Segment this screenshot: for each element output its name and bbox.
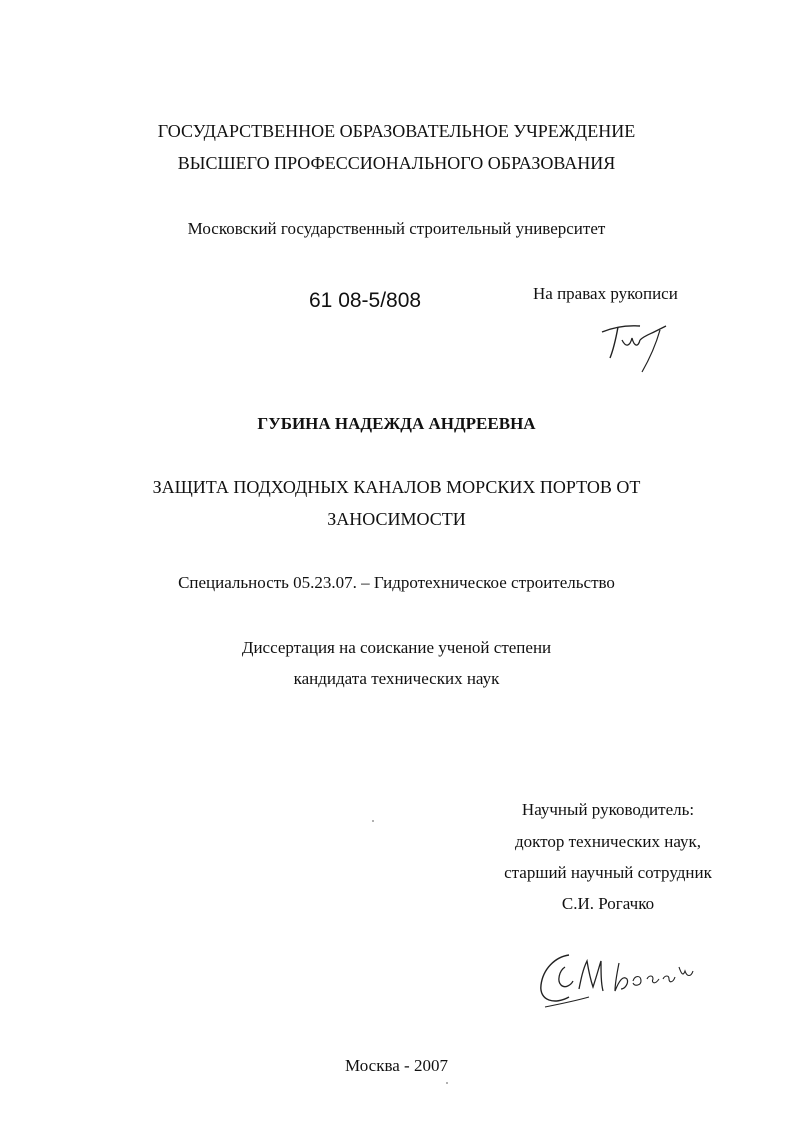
scan-speck [446,1082,448,1084]
scan-speck [372,820,374,822]
supervisor-name: С.И. Рогачко [561,894,655,913]
supervisor-role: Научный руководитель: [521,800,695,819]
supervisor-degree: доктор технических наук, [514,832,702,851]
degree-line1: Диссертация на соискание ученой степени [241,638,552,657]
institution-type-line2: ВЫСШЕГО ПРОФЕССИОНАЛЬНОГО ОБРАЗОВАНИЯ [177,153,616,173]
archive-code: 61 08-5/808 [309,289,422,312]
degree-line2: кандидата технических наук [293,669,500,688]
institution-type-line1: ГОСУДАРСТВЕННОЕ ОБРАЗОВАТЕЛЬНОЕ УЧРЕЖДЕНИЕ [157,121,636,141]
university-name: Московский государственный строительный университет [187,219,606,238]
manuscript-rights: На правах рукописи [533,284,678,303]
dissertation-title-line2: ЗАНОСИМОСТИ [327,509,466,529]
specialty: Специальность 05.23.07. – Гидротехническое строительство [178,573,615,592]
dissertation-title-line1: ЗАЩИТА ПОДХОДНЫХ КАНАЛОВ МОРСКИХ ПОРТОВ ОТ [152,477,641,497]
place-and-year: Москва - 2007 [345,1056,448,1075]
author-signature-icon [596,318,676,376]
supervisor-signature-icon [535,945,705,1015]
supervisor-position: старший научный сотрудник [504,863,712,882]
author-name: ГУБИНА НАДЕЖДА АНДРЕЕВНА [257,414,536,433]
